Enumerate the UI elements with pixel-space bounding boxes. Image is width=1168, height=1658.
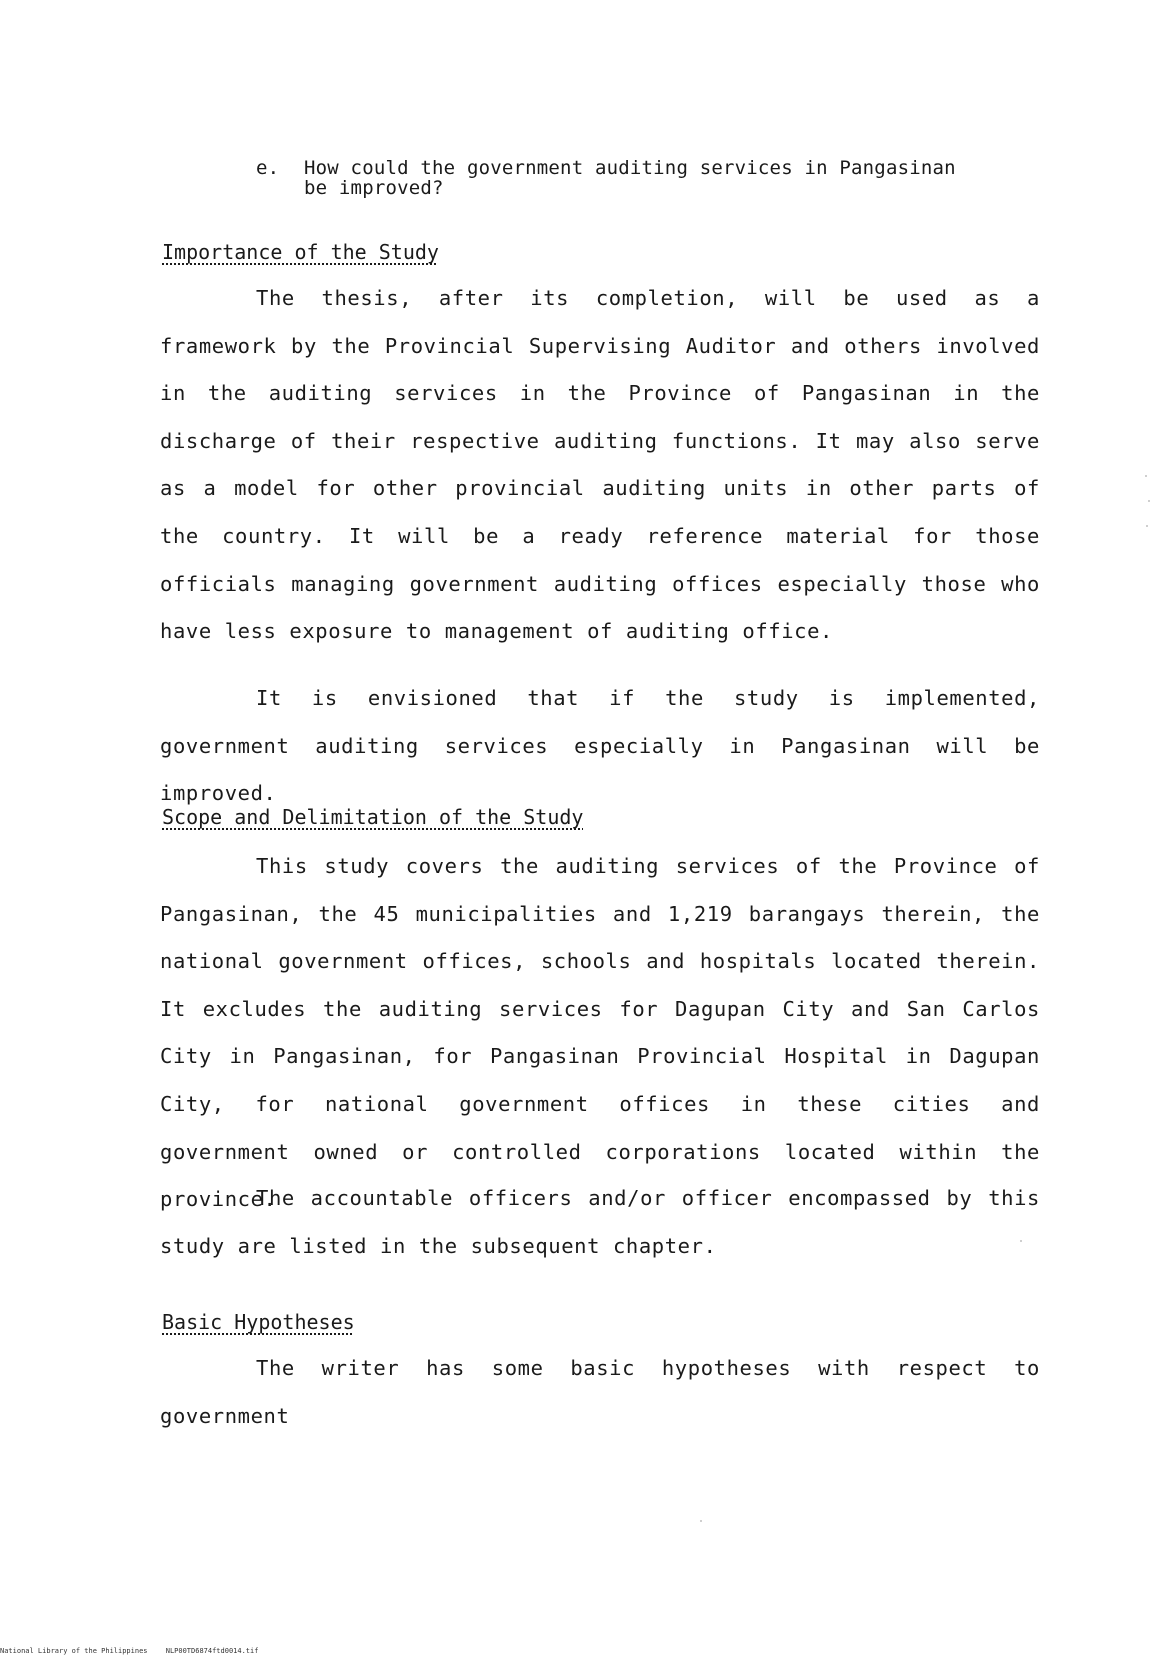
- scope-paragraph-1: [160, 843, 1040, 1224]
- research-question-e: [256, 158, 1016, 198]
- scan-speck: [1148, 500, 1150, 502]
- scope-paragraph-2-text: The accountable officers and/or officer encompassed by this study are listed in the subsequent chapter.: [160, 1186, 1040, 1258]
- scope-paragraph-2: [160, 1175, 1040, 1270]
- importance-paragraph-1-text: The thesis, after its completion, will be used as a framework by the Provincial Supervising Auditor and others involved in the auditing services in the Province of Pangasinan in the discharge of their respective auditing functions. It may also serve as a model for other provincial auditing units in other parts of the country. It will be a ready reference material for those officials managing government auditing offices especially those who have less exposure to management of auditing office.: [160, 286, 1040, 644]
- question-letter: e.: [256, 157, 280, 179]
- scope-paragraph-1-text: This study covers the auditing services of the Province of Pangasinan, the 45 municipalities and 1,219 barangays therein, the national government offices, schools and hospitals located therein. It excludes the auditing services for Dagupan City and San Carlos City in Pangasinan, for Pangasinan Provincial Hospital in Dagupan City, for national government offices in these cities and government owned or controlled corporations located within the province.: [160, 854, 1040, 1212]
- question-text-line-1: How could the government auditing services in Pangasinan: [304, 157, 956, 179]
- footer-file-name: NLP00TD6874ftd0014.tif: [165, 1647, 259, 1655]
- question-text-line-2: be improved?: [304, 177, 444, 199]
- scan-speck: [700, 1520, 702, 1522]
- footer-library: National Library of the Philippines: [0, 1647, 148, 1655]
- importance-paragraph-1: [160, 275, 1040, 656]
- scan-speck: [1146, 525, 1148, 527]
- scan-speck: [1145, 475, 1147, 477]
- importance-paragraph-2-text: It is envisioned that if the study is implemented, government auditing services especially in Pangasinan will be improved.: [160, 686, 1040, 806]
- heading-hypotheses: Basic Hypotheses: [162, 1310, 355, 1334]
- scan-footer: [0, 1647, 258, 1656]
- hypotheses-paragraph-1-text: The writer has some basic hypotheses with respect to government: [160, 1356, 1040, 1428]
- importance-paragraph-2: [160, 675, 1040, 818]
- heading-scope: Scope and Delimitation of the Study: [162, 805, 584, 829]
- question-line-1: [256, 158, 1016, 178]
- scan-speck: [1020, 1240, 1022, 1242]
- heading-importance: Importance of the Study: [162, 240, 439, 264]
- hypotheses-paragraph-1: [160, 1345, 1040, 1440]
